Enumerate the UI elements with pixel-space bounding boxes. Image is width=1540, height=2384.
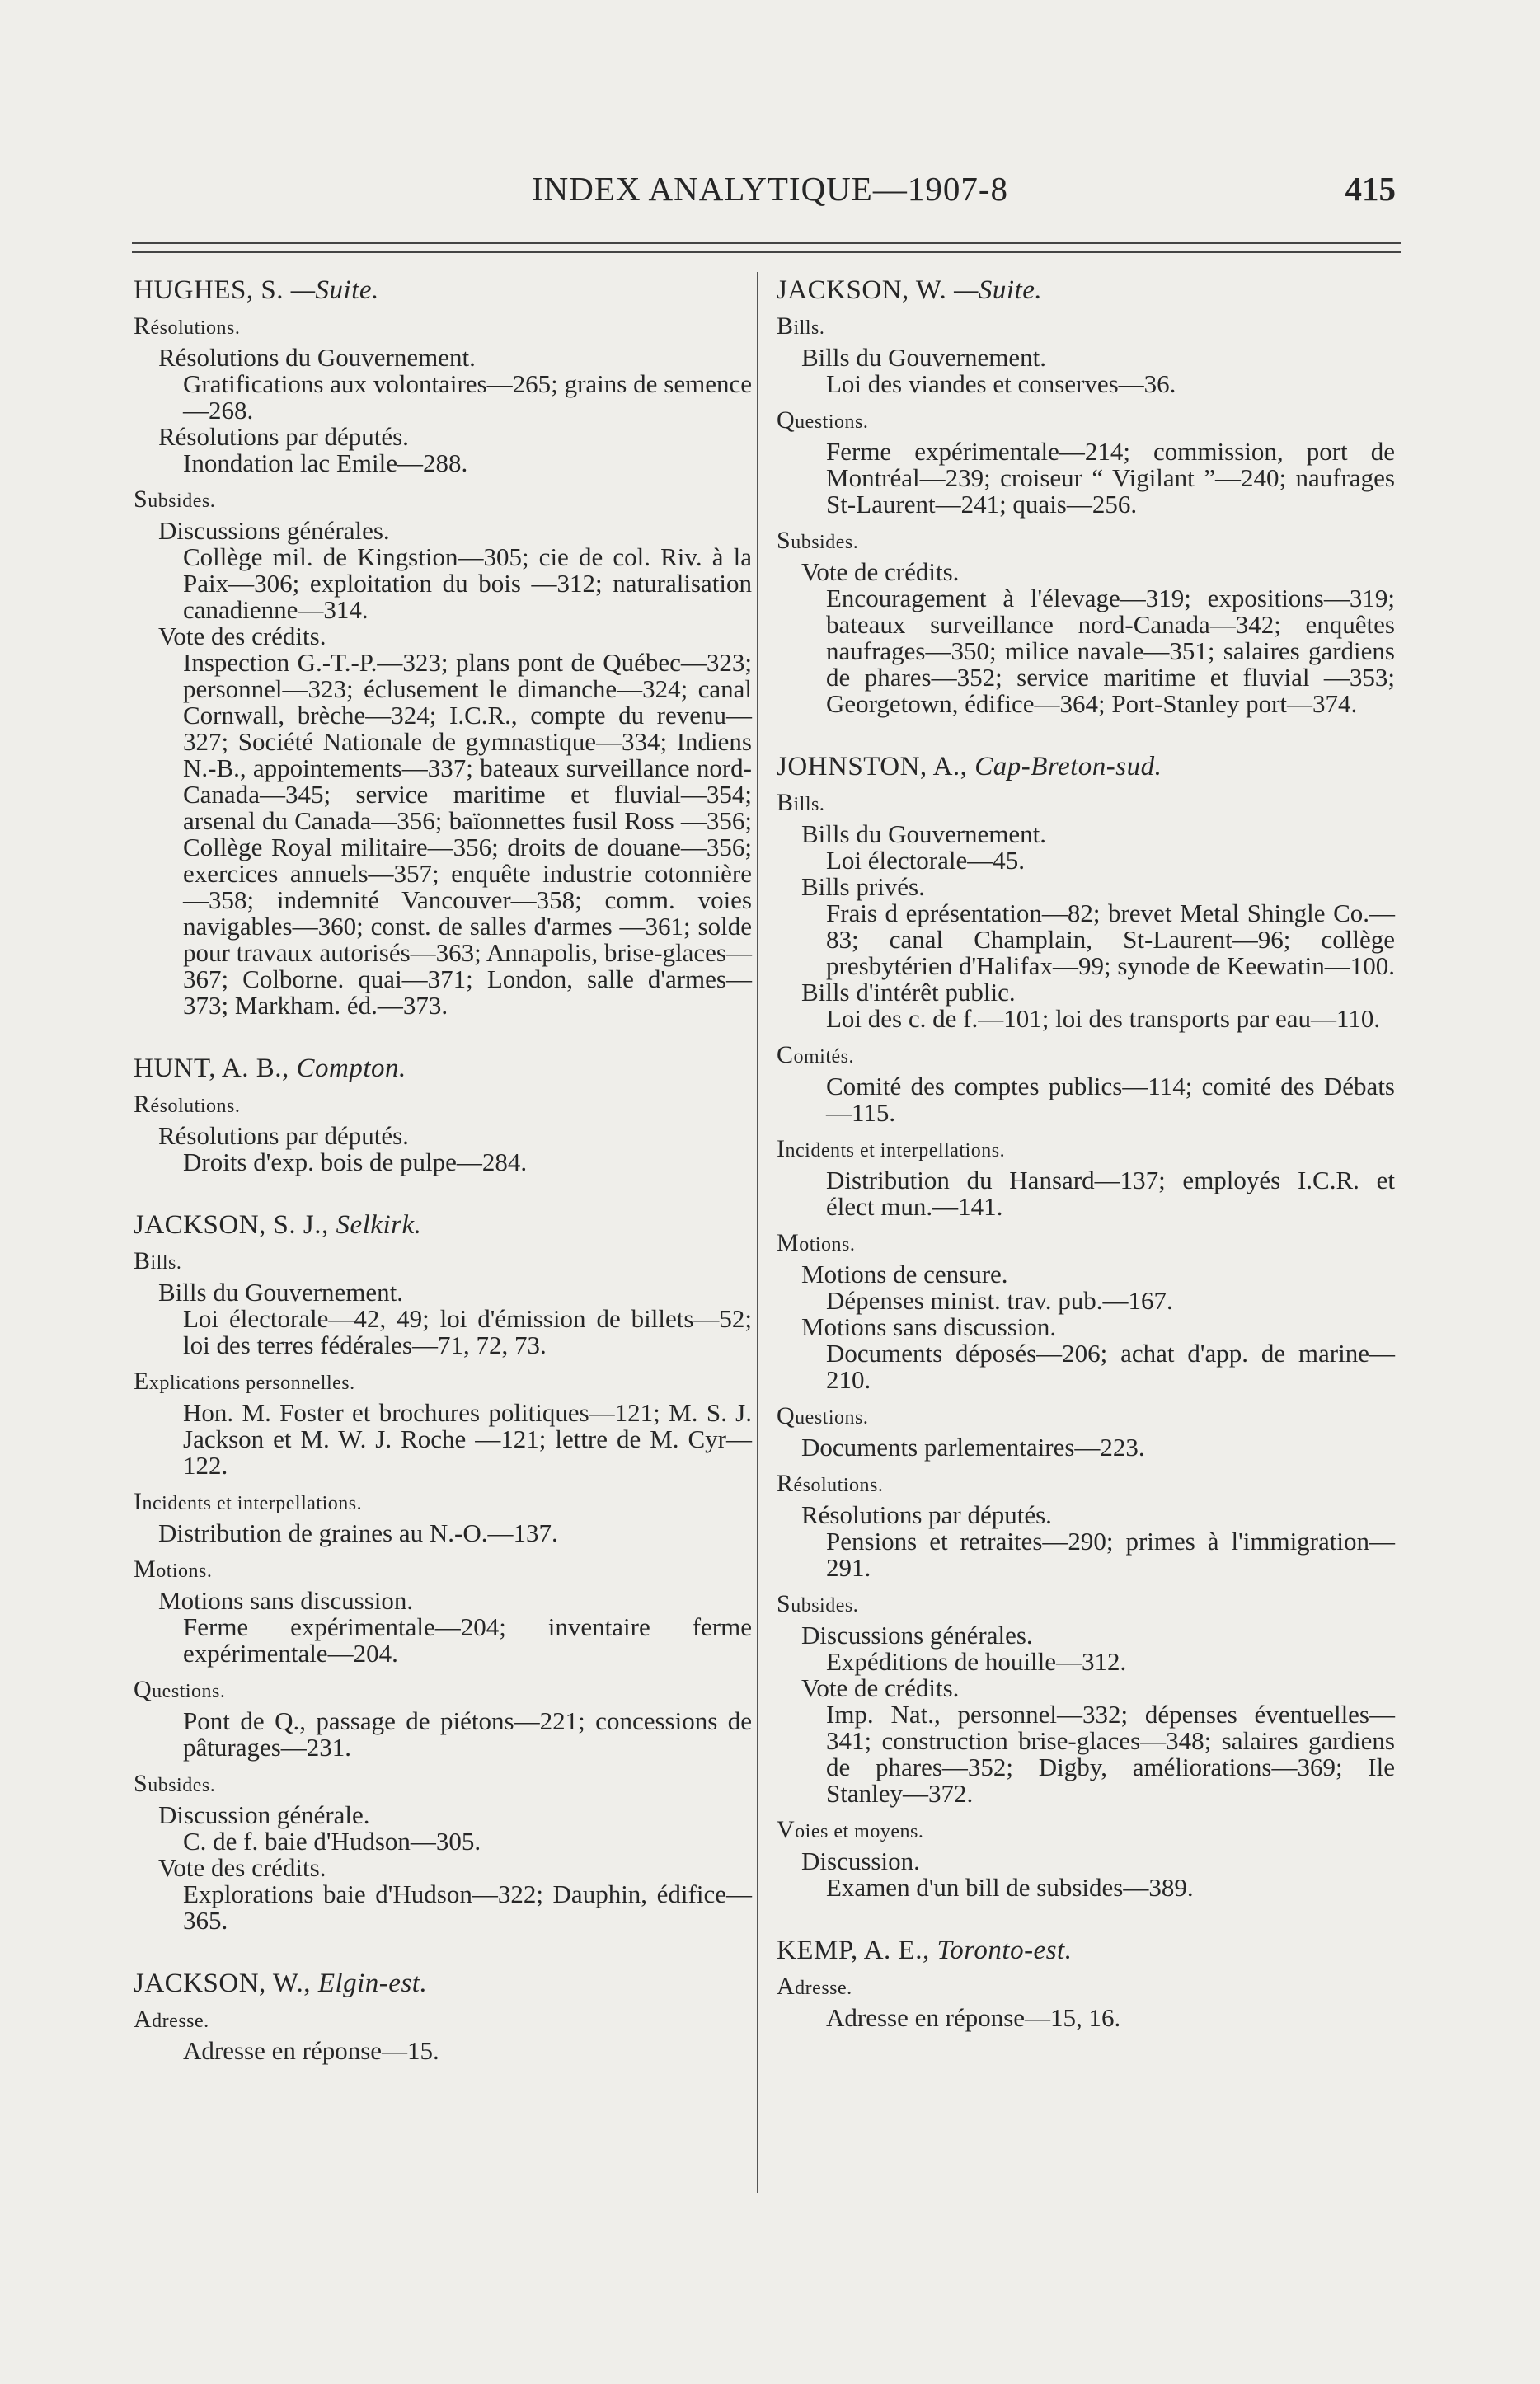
section-heading: Motions.	[134, 1556, 213, 1583]
subheading: Résolutions du Gouvernement.	[158, 343, 476, 372]
member-name: HUGHES, S.	[134, 275, 291, 305]
entry-name	[134, 1055, 752, 1082]
page-number: 415	[1345, 170, 1396, 208]
section-heading: Bills.	[134, 1247, 182, 1274]
subheading: Bills du Gouvernement.	[801, 343, 1047, 372]
member-name: JOHNSTON, A.,	[777, 752, 975, 781]
section-heading: Comités.	[777, 1041, 855, 1068]
subheading: Discussions générales.	[801, 1621, 1033, 1650]
section-heading: Adresse.	[134, 2006, 209, 2033]
entry-text: Adresse en réponse—15.	[183, 2036, 439, 2065]
section-heading: Subsides.	[134, 1770, 216, 1797]
section-heading: Explications personnelles.	[134, 1368, 355, 1395]
entry-text: Collège mil. de Kingstion—305; cie de col. Riv. à la Paix—306; exploitation du bois —312; naturalisation canadienne—314.	[183, 542, 752, 624]
entry-text: Ferme expérimentale—214; commission, port de Montréal—239; croiseur “ Vigilant ”—240; naufrages St-Laurent—241; quais—256.	[826, 437, 1395, 519]
entry-text: Gratifications aux volontaires—265; grains de semence—268.	[183, 369, 752, 425]
member-name: HUNT, A. B.,	[134, 1054, 297, 1083]
section-heading: Motions.	[777, 1229, 856, 1256]
index-entry	[134, 277, 752, 1019]
section-heading: Bills.	[777, 789, 825, 816]
entry-text: Inspection G.-T.-P.—323; plans pont de Québec—323; personnel—323; éclusement le dimanche—324; canal Cornwall, brèche—324; I.C.R., compte du revenu—327; Société Nationale de gymnastique—334; Indiens N.-B., appointements—337; bateaux surveillance nord-Canada—345; service maritime et fluvial—354; arsenal du Canada—356; baïonnettes fusil Ross —356; Collège Royal militaire—356; droits de douane—356; exercices annuels—357; enquête industrie cotonnière—358; indemnité Vancouver—358; comm. voies navigables—360; const. de salles d'armes —361; solde pour travaux autorisés—363; Annapolis, brise-glaces—367; Colborne. quai—371; London, salle d'armes—373; Markham. éd.—373.	[183, 648, 752, 1020]
entry-text: Dépenses minist. trav. pub.—167.	[826, 1286, 1173, 1315]
index-entry	[134, 1970, 752, 2064]
entry-name	[134, 1212, 752, 1238]
subheading: Distribution de graines au N.-O.—137.	[158, 1518, 558, 1547]
subheading: Vote des crédits.	[158, 622, 326, 650]
entry-name	[134, 1970, 752, 1997]
member-qualifier: —Suite.	[290, 275, 379, 305]
member-qualifier: Elgin-est.	[317, 1969, 428, 1998]
subheading: Motions de censure.	[801, 1260, 1008, 1288]
member-qualifier: Toronto-est.	[937, 1936, 1073, 1965]
subheading: Résolutions par députés.	[158, 422, 409, 451]
entry-name	[777, 1937, 1395, 1964]
member-qualifier: —Suite.	[954, 275, 1043, 305]
section-heading: Résolutions.	[134, 312, 241, 340]
index-entry	[777, 277, 1395, 717]
entry-text: C. de f. baie d'Hudson—305.	[183, 1827, 481, 1856]
entry-text: Comité des comptes publics—114; comité des Débats—115.	[826, 1072, 1395, 1127]
member-name: JACKSON, S. J.,	[134, 1210, 336, 1240]
entry-text: Pont de Q., passage de piétons—221; concessions de pâturages—231.	[183, 1706, 752, 1762]
entry-text: Hon. M. Foster et brochures politiques—121; M. S. J. Jackson et M. W. J. Roche —121; lettre de M. Cyr—122.	[183, 1398, 752, 1480]
entry-text: Loi des c. de f.—101; loi des transports par eau—110.	[826, 1004, 1381, 1033]
subheading: Motions sans discussion.	[801, 1312, 1057, 1341]
section-heading: Questions.	[134, 1676, 226, 1703]
index-entry	[777, 753, 1395, 1901]
section-heading: Subsides.	[777, 527, 859, 554]
subheading: Bills d'intérêt public.	[801, 978, 1016, 1007]
entry-text: Loi des viandes et conserves—36.	[826, 369, 1176, 398]
entry-name	[777, 277, 1395, 303]
section-heading: Subsides.	[777, 1590, 859, 1617]
subheading: Bills privés.	[801, 872, 925, 901]
subheading: Discussion.	[801, 1847, 920, 1875]
member-qualifier: Cap-Breton-sud.	[974, 752, 1162, 781]
member-name: KEMP, A. E.,	[777, 1936, 937, 1965]
left-column	[134, 277, 752, 2100]
section-heading: Résolutions.	[777, 1470, 884, 1497]
section-heading: Incidents et interpellations.	[134, 1488, 363, 1515]
entry-text: Explorations baie d'Hudson—322; Dauphin, édifice—365.	[183, 1880, 752, 1935]
entry-name	[134, 277, 752, 303]
section-heading: Voies et moyens.	[777, 1816, 924, 1843]
entry-text: Distribution du Hansard—137; employés I.C.R. et élect mun.—141.	[826, 1166, 1395, 1221]
entry-text: Documents déposés—206; achat d'app. de marine—210.	[826, 1339, 1395, 1394]
section-heading: Subsides.	[134, 486, 216, 513]
entry-text: Expéditions de houille—312.	[826, 1647, 1127, 1676]
section-heading: Adresse.	[777, 1973, 852, 2000]
subheading: Documents parlementaires—223.	[801, 1433, 1145, 1462]
entry-text: Loi électorale—42, 49; loi d'émission de billets—52; loi des terres fédérales—71, 72, 73.	[183, 1304, 752, 1359]
right-column	[777, 277, 1395, 2067]
running-header-title: INDEX ANALYTIQUE—1907-8	[531, 170, 1008, 208]
entry-text: Examen d'un bill de subsides—389.	[826, 1873, 1194, 1902]
header-rule	[132, 251, 1401, 253]
entry-text: Imp. Nat., personnel—332; dépenses éventuelles—341; construction brise-glaces—348; salaires gardiens de phares—352; Digby, améliorations—369; Ile Stanley—372.	[826, 1700, 1395, 1808]
subheading: Discussion générale.	[158, 1800, 370, 1829]
index-entry	[777, 1937, 1395, 2031]
subheading: Vote de crédits.	[801, 557, 960, 586]
section-heading: Questions.	[777, 406, 869, 434]
entry-name	[777, 753, 1395, 780]
index-entry	[134, 1212, 752, 1934]
subheading: Bills du Gouvernement.	[801, 819, 1047, 848]
member-qualifier: Compton.	[296, 1054, 406, 1083]
entry-text: Frais d eprésentation—82; brevet Metal Shingle Co.—83; canal Champlain, St-Laurent—96; collège presbytérien d'Halifax—99; synode de Keewatin—100.	[826, 899, 1395, 980]
section-heading: Questions.	[777, 1402, 869, 1429]
subheading: Discussions générales.	[158, 516, 390, 545]
entry-text: Adresse en réponse—15, 16.	[826, 2003, 1121, 2032]
subheading: Vote des crédits.	[158, 1853, 326, 1882]
entry-text: Encouragement à l'élevage—319; expositions—319; bateaux surveillance nord-Canada—342; enquêtes naufrages—350; milice navale—351; salaires gardiens de phares—352; service maritime et fluvial —353; Georgetown, édifice—364; Port-Stanley port—374.	[826, 584, 1395, 718]
subheading: Résolutions par députés.	[158, 1121, 409, 1150]
entry-text: Pensions et retraites—290; primes à l'immigration—291.	[826, 1527, 1395, 1582]
entry-text: Inondation lac Emile—288.	[183, 448, 468, 477]
subheading: Motions sans discussion.	[158, 1586, 414, 1615]
member-name: JACKSON, W.,	[134, 1969, 318, 1998]
member-name: JACKSON, W.	[777, 275, 955, 305]
section-heading: Résolutions.	[134, 1091, 241, 1118]
entry-text: Droits d'exp. bois de pulpe—284.	[183, 1147, 528, 1176]
entry-text: Loi électorale—45.	[826, 846, 1026, 875]
section-heading: Bills.	[777, 312, 825, 340]
header-rule	[132, 242, 1401, 244]
entry-text: Ferme expérimentale—204; inventaire ferme expérimentale—204.	[183, 1612, 752, 1668]
member-qualifier: Selkirk.	[336, 1210, 422, 1240]
subheading: Bills du Gouvernement.	[158, 1278, 404, 1307]
section-heading: Incidents et interpellations.	[777, 1135, 1006, 1162]
subheading: Vote de crédits.	[801, 1673, 960, 1702]
column-divider	[757, 272, 758, 2193]
subheading: Résolutions par députés.	[801, 1500, 1052, 1529]
index-entry	[134, 1055, 752, 1176]
